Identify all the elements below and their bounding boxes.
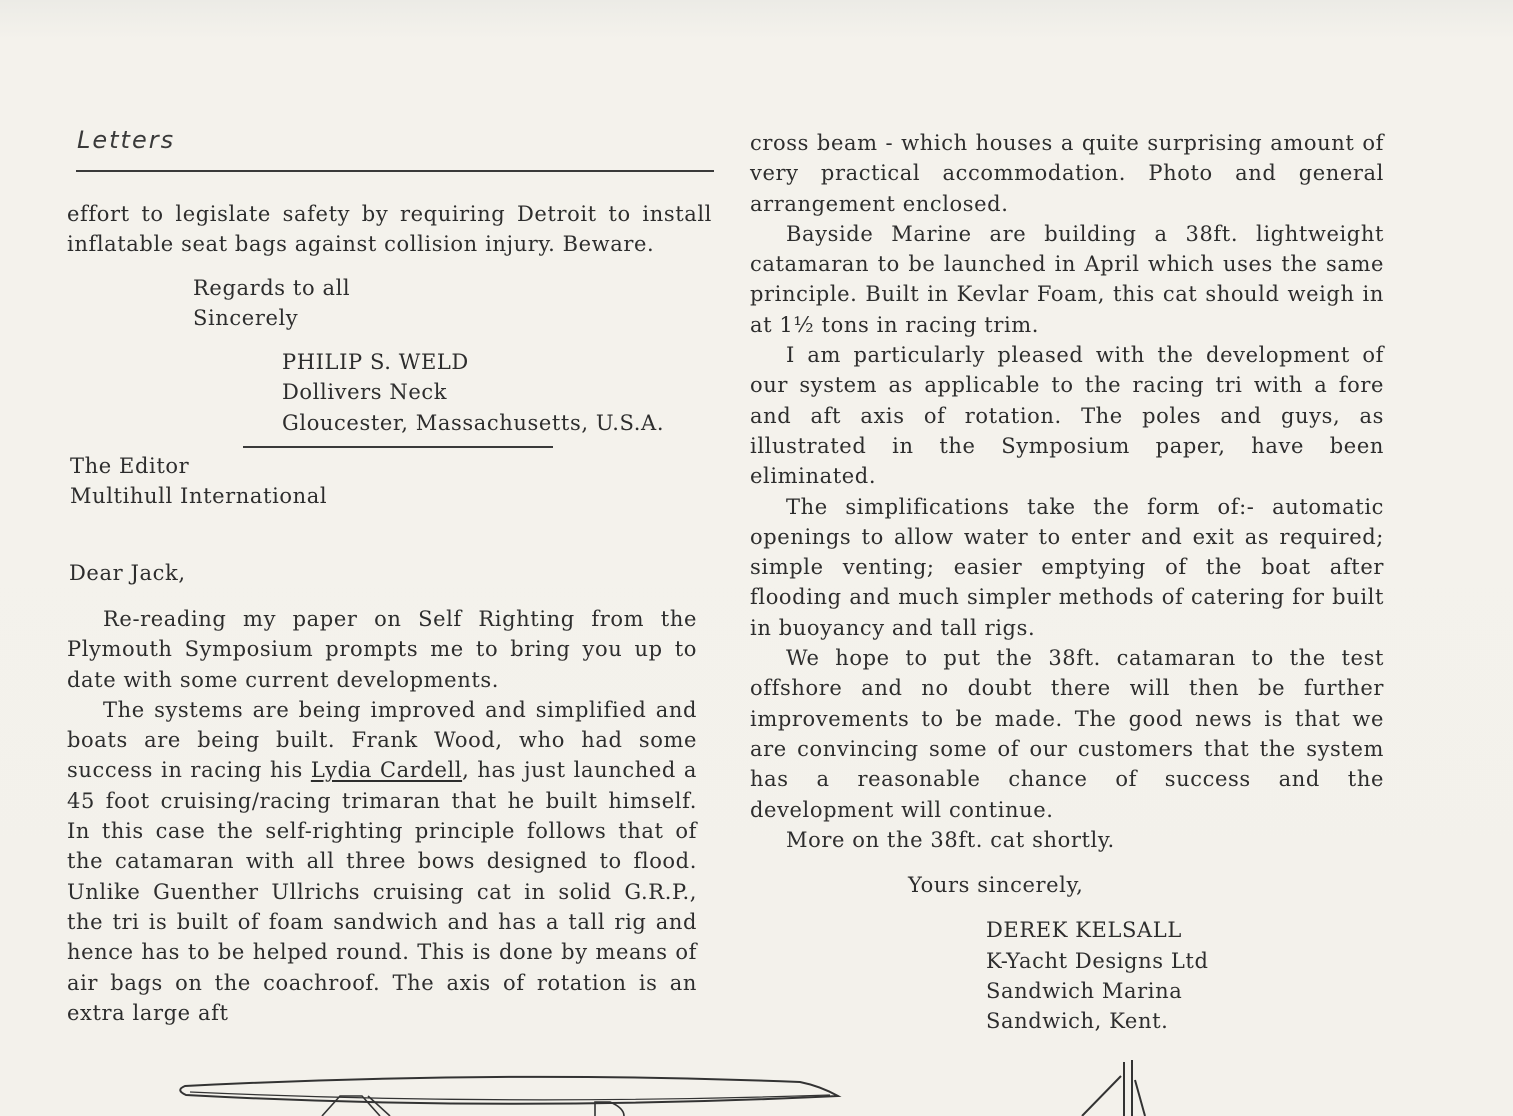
closing-line: Sincerely	[193, 305, 299, 330]
header-rule	[76, 170, 714, 172]
trimaran-plan-drawing	[180, 1077, 838, 1116]
paragraph-text: , has just launched a 45 foot cruising/racing trimaran that he built himself. In this case the self-righting principle follows that of the catamaran with all three bows designed to flood. Unlike Guenther Ullrichs cruising cat in solid G.R.P., the tri is built of foam sandwich and has a tall rig and hence has to be helped round. This is done by means of air bags on the coachroof. The axis of rotation is an extra large aft	[67, 758, 697, 1025]
letter-1-continuation: effort to legislate safety by requiring Detroit to install inflatable seat bags against collision injury. Beware.	[67, 202, 712, 257]
signature-name: PHILIP S. WELD	[282, 350, 469, 375]
closing-line: Regards to all	[193, 275, 351, 300]
boat-name: Lydia Cardell	[310, 758, 463, 783]
letter-2-paragraph: We hope to put the 38ft. catamaran to the test offshore and no doubt there will then be further improvements to be made. The good news is that we are convincing some of our customers that the system has a reasonable chance of success and the development will continue.	[750, 646, 1384, 822]
section-header: Letters	[77, 126, 176, 154]
signature-line: Sandwich Marina	[986, 979, 1183, 1004]
letter-2-paragraph: Bayside Marine are building a 38ft. lightweight catamaran to be launched in April which uses the same principle. Built in Kevlar Foam, this cat should weigh in at 1½ tons in racing trim.	[750, 221, 1384, 337]
mast-drawing	[1082, 1060, 1145, 1116]
letter-2-closing: Yours sincerely,	[908, 873, 1084, 898]
signature-line: Gloucester, Massachusetts, U.S.A.	[282, 410, 665, 435]
signature-line: Sandwich, Kent.	[986, 1009, 1169, 1034]
boat-drawings	[0, 1050, 1513, 1116]
recipient-line: Multihull International	[70, 484, 328, 509]
letter-2-paragraph: cross beam - which houses a quite surprising amount of very practical accommodation. Photo and general arrangement enclosed.	[750, 131, 1384, 216]
letter-2-paragraph: Re-reading my paper on Self Righting from the Plymouth Symposium prompts me to bring you up to date with some current developments.	[67, 606, 697, 692]
left-column	[67, 199, 712, 1028]
letter-2-recipient	[70, 451, 697, 512]
right-column	[750, 128, 1384, 1037]
signature-line: K-Yacht Designs Ltd	[986, 948, 1209, 973]
letter-2-paragraph	[67, 695, 697, 1028]
letter-2-paragraph: More on the 38ft. cat shortly.	[786, 827, 1115, 852]
paragraph-text: The systems are being improved and simplified and boats are being built. Frank Wood, who had some success in racing his	[67, 697, 697, 783]
letter-2-paragraph: I am particularly pleased with the development of our system as applicable to the racing tri with a fore and aft axis of rotation. The poles and guys, as illustrated in the Symposium paper, have been eliminated.	[750, 343, 1384, 489]
recipient-line: The Editor	[70, 454, 190, 479]
letter-2-paragraph: The simplifications take the form of:- automatic openings to allow water to enter and exit as required; simple venting; easier emptying of the boat after flooding and much simpler methods of catering for built in buoyancy and tall rigs.	[750, 494, 1384, 640]
letter-1-closing	[193, 273, 697, 334]
letter-1-signature	[282, 347, 697, 438]
letter-2-signature	[986, 915, 1384, 1036]
signature-line: Dollivers Neck	[282, 380, 448, 405]
signature-rule	[243, 446, 553, 448]
signature-name: DEREK KELSALL	[986, 918, 1182, 943]
salutation: Dear Jack,	[69, 560, 186, 585]
